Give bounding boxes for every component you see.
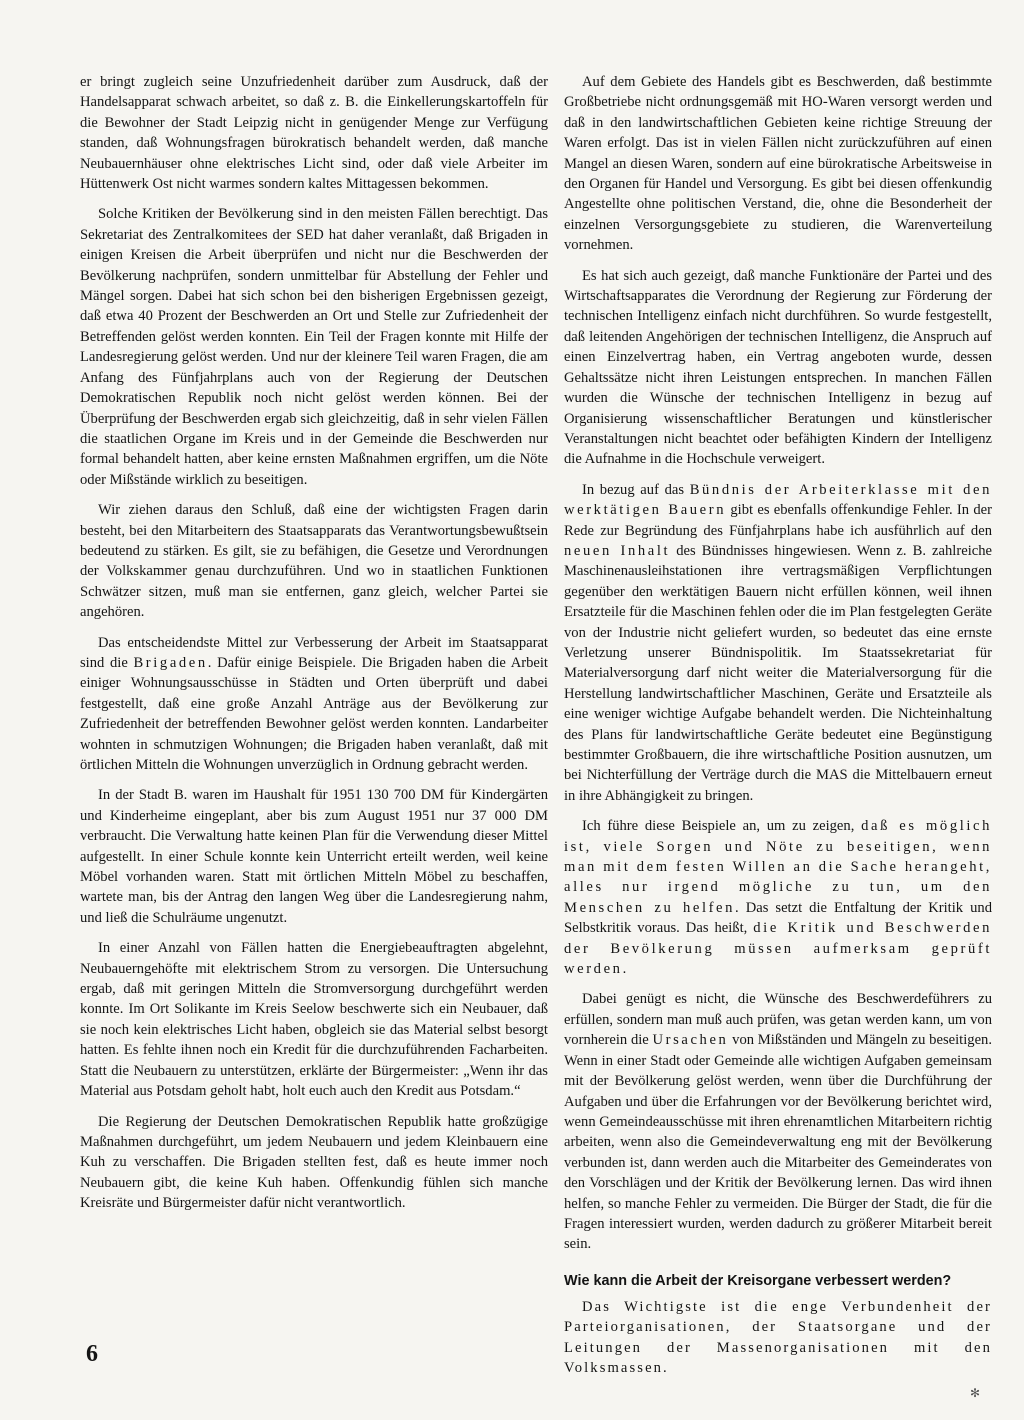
paragraph xyxy=(564,989,992,1254)
emphasis-spaced: die Kritik und Beschwerden der Bevölkerung müssen aufmerksam geprüft werden xyxy=(564,920,992,978)
text-run: Das entscheidendste Mittel zur Verbesserung der Arbeit im Staatsapparat sind die xyxy=(80,634,548,671)
right-column xyxy=(564,72,992,1388)
paragraph: In einer Anzahl von Fällen hatten die Energiebeauftragten abgelehnt, Neubauerngehöfte mit elektrischem Strom zu versorgen. Die Untersuchung ergab, daß mit geringen Mitteln die Stromversorgung durchgeführt werden konnte. Im Ort Solikante im Kreis Seelow beschwerte sich ein Neubauer, daß sie noch kein elektrisches Licht haben, obgleich sie das Material selbst besorgt hatten. Es fehlte ihnen noch ein Kredit für die durchzuführenden Facharbeiten. Statt die Neubauern zu unterstützen, erklärte der Bürgermeister: „Wenn ihr das Material aus Potsdam geholt habt, holt euch auch den Kredit aus Potsdam.“ xyxy=(80,940,548,1100)
section-heading: Wie kann die Arbeit der Kreisorgane verbessert werden? xyxy=(564,1272,952,1289)
paragraph xyxy=(80,633,548,776)
paragraph: Solche Kritiken der Bevölkerung sind in den meisten Fällen berechtigt. Das Sekretariat des Zentralkomitees der SED hat daher veranlaßt, daß Brigaden in einigen Kreisen die Arbeit überprüfen und nicht nur die Beschwerden der Bevölkerung nachprüfen, sondern unmittelbar für Abstellung der Fehler und Mängel sorgen. Dabei hat sich schon bei den bisherigen Ergebnissen gezeigt, daß etwa 40 Prozent der Beschwerden an Ort und Stelle zur Zufriedenheit der Betreffenden gelöst werden konnten. Ein Teil der Fragen konnte mit Hilfe der Landesregierung gelöst werden. Und nur der kleinere Teil waren Fragen, die am Anfang des Fünfjahrplans auch von der Regierung der Deutschen Demokratischen Republik noch nicht gelöst werden können. Bei der Überprüfung der Beschwerden ergab sich gleichzeitig, daß in sehr vielen Fällen die staatlichen Organe im Kreis und in der Gemeinde die Beschwerden nur formal behandelt hatten, aber keine ernsten Maßnahmen ergriffen, um die Nöte oder Mißstände wirklich zu beseitigen. xyxy=(80,206,548,488)
text-run: gibt es ebenfalls offenkundige Fehler. In der Rede zur Begründung des Fünfjahrplans habe ich ausführlich auf den xyxy=(564,502,992,539)
text-run: von Mißständen und Mängeln zu beseitigen. Wenn in einer Stadt oder Gemeinde alle wichtigen Aufgaben gemeinsam mit der Bevölkerung gelöst werden, wenn über die Durchführung der Aufgaben und über die Erfahrungen vor der Bevölkerung berichtet wird, wenn Gemeindeausschüsse mit ihren ehrenamtlichen Mitarbeitern richtig arbeiten, wenn also die Gemeindeverwaltung eng mit der Bevölkerung verbunden ist, dann werden auch die Mitarbeiter des Gemeinderates von den Vorschlägen und der Kritik der Bevölkerung lernen. Das wird ihnen helfen, so manche Fehler zu vermeiden. Die Bürger der Stadt, die für die Fragen interessiert wurden, werden dadurch zu größerer Mitarbeit bereit sein. xyxy=(564,1032,992,1253)
text-run: Ich führe diese Beispiele an, um zu zeigen, xyxy=(582,818,862,835)
emphasis-spaced: Ursachen xyxy=(652,1032,729,1049)
text-run: . Dafür einige Beispiele. Die Brigaden haben die Arbeit einiger Wohnungsausschüsse in Städten und Orten überprüft und dabei festgestellt, daß eine große Anzahl Anträge aus der Bevölkerung zur Zufriedenheit der betreffenden Bewohner gelöst werden konnten. Landarbeiter wohnten in schmutzigen Wohnungen; die Brigaden haben veranlaßt, daß mit örtlichen Mitteln die Wohnungen unverzüglich in Ordnung gebracht werden. xyxy=(80,654,548,773)
paragraph: Auf dem Gebiete des Handels gibt es Beschwerden, daß bestimmte Großbetriebe nicht ordnungsgemäß mit HO-Waren versorgt werden und daß in den landwirtschaftlichen Gebieten keine richtige Streuung der Waren erfolgt. Das ist in vielen Fällen nicht zurückzuführen auf einen Mangel an diesen Waren, sondern auf eine bürokratische Arbeitsweise in den Organen für Handel und Versorgung. Es gibt bei diesen offenkundig Angestellte ohne politischen Verstand, die, ohne die Besonderheit der einzelnen Versorgungsgebiete zu studieren, die Warenverteilung vornehmen. xyxy=(564,74,992,254)
lead-paragraph: Das Wichtigste ist die enge Verbundenheit der Parteiorganisationen, der Staatsorgane und der Leitungen der Massenorganisationen mit den Volksmassen. xyxy=(564,1298,992,1376)
paragraph xyxy=(564,480,992,807)
text-run: . Das setzt die Entfaltung der Kritik und Selbstkritik voraus. Das heißt, xyxy=(564,899,992,937)
emphasis-spaced: Bündnis der Arbeiterklasse mit den werktätigen Bauern xyxy=(564,481,993,519)
paragraph xyxy=(564,816,992,979)
paragraph: er bringt zugleich seine Unzufriedenheit darüber zum Ausdruck, daß der Handelsapparat schwach arbeitet, so daß z. B. die Einkellerungskartoffeln für die Bewohner der Stadt Leipzig nicht in genügender Menge zur Verfügung standen, daß Wohnungsfragen bürokratisch behandelt werden, daß manche Neubauernhäuser ohne elektrisches Licht sind, oder daß viele Arbeiter im Hüttenwerk Ost nicht warmes sondern kaltes Mittagessen bekommen. xyxy=(80,74,548,193)
text-run: Dabei genügt es nicht, die Wünsche des Beschwerdeführers zu erfüllen, sondern man muß auch prüfen, was getan werden kann, um von vornherein die xyxy=(564,991,992,1049)
paragraph: Wir ziehen daraus den Schluß, daß eine der wichtigsten Fragen darin besteht, bei den Mitarbeitern des Staatsapparats das Verantwortungsbewußtsein bedeutend zu stärken. Es gilt, sie zu befähigen, die Gesetze und Verordnungen der Volkskammer genau durchzuführen. Und wo in staatlichen Funktionen Schwätzer sitzen, muß man sie entfernen, ganz gleich, welcher Partei sie angehören. xyxy=(80,502,548,621)
text-run: . xyxy=(622,961,627,978)
paragraph: In der Stadt B. waren im Haushalt für 1951 130 700 DM für Kindergärten und Kinderheime eingeplant, aber bis zum August 1951 nur 37 000 DM verbraucht. Die Verwaltung hatte keinen Plan für die Verwendung dieser Mittel aufgestellt. In einer Schule konnte kein Unterricht erteilt werden, weil keine Möbel vorhanden waren. Statt mit örtlichen Mitteln Möbel zu beschaffen, wartete man, bis der Antrag den langen Weg über die Landesregierung nahm, und ließ die Schulräume ungenutzt. xyxy=(80,787,548,926)
text-run: In bezug auf das xyxy=(582,481,690,498)
emphasis-spaced: Brigaden xyxy=(133,654,208,671)
left-column xyxy=(80,72,548,1224)
page-number: 6 xyxy=(86,1341,98,1367)
emphasis-spaced: daß es möglich ist, viele Sorgen und Nöte zu beseitigen, wenn man mit dem festen Willen an die Sache herangeht, alles nur irgend mögliche zu tun, um den Menschen zu helfen xyxy=(564,818,992,916)
ornament-icon: ✻ xyxy=(970,1386,981,1400)
text-run: des Bündnisses hingewiesen. Wenn z. B. zahlreiche Maschinenausleihstationen ihre vertragsmäßigen Verpflichtungen gegenüber den werktätigen Bauern nicht erfüllen können, weil ihnen Ersatzteile für die Maschinen fehlen oder die im Plan festgelegten Geräte von der Industrie nicht geliefert wurden, so bedeutet das eine ernste Verletzung unserer Bündnispolitik. Im Staatssekretariat für Materialversorgung darf nicht weiter die Materialversorgung für die Herstellung landwirtschaftlicher Maschinen, Geräte und Ersatzteile als eine weniger wichtige Aufgabe behandelt werden. Die Nichteinhaltung des Plans für landwirtschaftliche Geräte bedeutet eine Begünstigung bestimmter Großbauern, die ihre wirtschaftliche Position ausnutzen, um bei Nichterfüllung der Verträge durch die MAS die Mittelbauern erneut in ihre Abhängigkeit zu bringen. xyxy=(564,542,993,804)
emphasis-spaced: neuen Inhalt xyxy=(564,542,671,559)
paragraph: Die Regierung der Deutschen Demokratischen Republik hatte großzügige Maßnahmen durchgeführt, um jedem Neubauern und jedem Kleinbauern eine Kuh zu verschaffen. Die Brigaden stellten fest, daß es heute immer noch Neubauern gibt, die keine Kuh haben. Offenkundig fühlen sich manche Kreisräte und Bürgermeister dafür nicht verantwortlich. xyxy=(80,1113,548,1212)
paragraph: Es hat sich auch gezeigt, daß manche Funktionäre der Partei und des Wirtschaftsapparates die Verordnung der Regierung zur Förderung der technischen Intelligenz einfach nicht durchführen. So wurde festgestellt, daß leitenden Angehörigen der technischen Intelligenz, die Anspruch auf einen Einzelvertrag haben, ein Vertrag angeboten wurde, dessen Gehaltssätze nicht ihren Leistungen entsprechen. In manchen Fällen wurden die Wünsche der technischen Intelligenz in bezug auf Organisierung wissenschaftlicher Beratungen und künstlerischer Veranstaltungen nicht beachtet oder befähigten Kindern der Intelligenz die Aufnahme in die Hochschule verweigert. xyxy=(564,267,992,468)
